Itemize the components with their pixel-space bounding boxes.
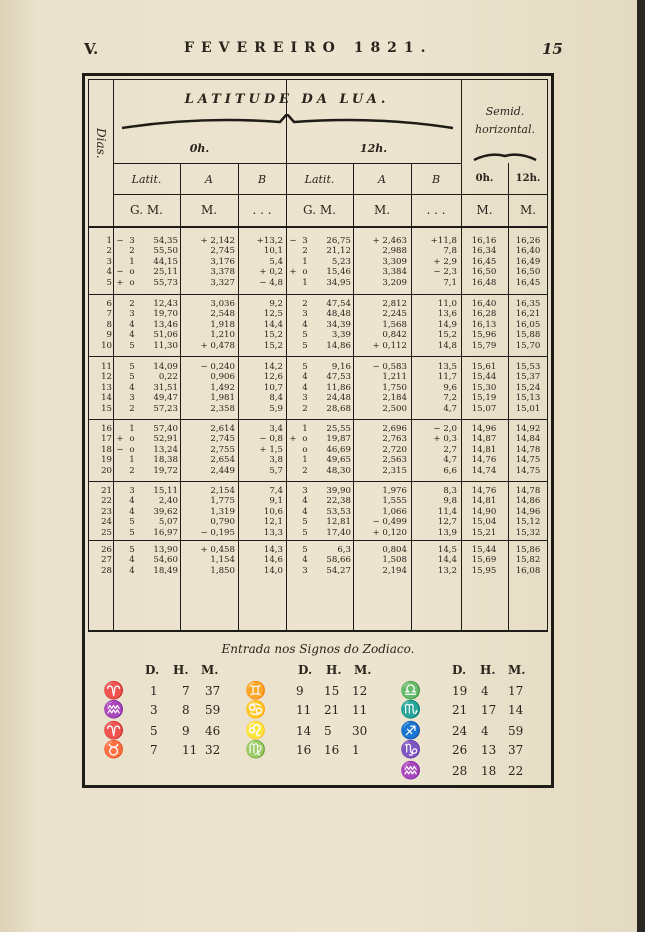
cell-a0: + 2,142 2,745 3,176 3,378 3,327 — [200, 236, 235, 288]
latitude-title: LATITUDE DA LUA. — [184, 92, 390, 107]
header-volume: V. — [84, 40, 99, 58]
cell-m1: 14,09 0,22 31,51 49,47 57,23 — [153, 362, 178, 414]
zodiac-value-d: 26 — [452, 743, 468, 757]
cell-m1: 13,90 54,60 18,49 — [153, 545, 178, 576]
col-sd-12: 12h. — [515, 173, 541, 184]
cell-sd0: 14,76 14,81 14,90 15,04 15,21 — [471, 486, 497, 538]
cell-sd0: 15,61 15,44 15,30 15,19 15,07 — [471, 362, 497, 414]
cell-g2: 3 4 4 5 5 — [302, 486, 308, 538]
cell-a0: + 0,458 1,154 1,850 — [200, 545, 235, 576]
rule-h — [88, 226, 548, 228]
col-latit-0: Latit. — [131, 173, 162, 186]
zodiac-sign-icon: ♈ — [103, 721, 125, 741]
cell-a12: 1,976 1,555 1,066 − 0,499 + 0,120 — [372, 486, 407, 538]
cell-m1: 57,40 52,91 13,24 18,38 19,72 — [153, 424, 178, 476]
zodiac-sign-icon: ♒ — [400, 761, 422, 781]
cell-sd12: 15,86 15,82 16,08 — [515, 545, 541, 576]
cell-g1: 5 5 4 3 2 — [129, 362, 135, 414]
cell-m1: 12,43 19,70 13,46 51,06 11,30 — [153, 299, 178, 351]
zodiac-sign-icon: ♎ — [400, 681, 422, 701]
cell-sd0: 16,40 16,28 16,13 15,96 15,79 — [471, 299, 497, 351]
zodiac-sign-icon: ♋ — [245, 700, 267, 720]
cell-sd0: 14,96 14,87 14,81 14,76 14,74 — [471, 424, 497, 476]
cell-days: 16 17 18 19 20 — [101, 424, 112, 476]
col-latit-12: Latit. — [304, 173, 335, 186]
brace-ornament — [120, 114, 455, 134]
rule-v — [411, 163, 412, 632]
cell-g1: 5 4 4 — [129, 545, 135, 576]
cell-m2: 39,90 22,38 53,53 12,81 17,40 — [326, 486, 351, 538]
cell-b12: 14,5 14,4 13,2 — [437, 545, 457, 576]
cell-s2: − + — [289, 236, 297, 278]
cell-b12: 11,0 13,6 14,9 15,2 14,8 — [437, 299, 457, 351]
zodiac-value-h: 21 — [324, 703, 340, 717]
cell-s1: − − + — [116, 236, 124, 288]
rule-v — [508, 163, 509, 632]
cell-a0: − 0,240 0,906 1,492 1,981 2,358 — [200, 362, 235, 414]
cell-b0: 7,4 9,1 10,6 12,1 13,3 — [263, 486, 283, 538]
cell-sd0: 15,44 15,69 15,95 — [471, 545, 497, 576]
zodiac-head-h: H. — [326, 663, 342, 677]
zodiac-value-d: 9 — [296, 684, 304, 698]
zodiac-value-d: 7 — [150, 743, 158, 757]
zodiac-value-m: 32 — [205, 743, 221, 757]
semid-label: Semid. horizontal. — [475, 105, 535, 136]
col-a-0: A — [205, 173, 213, 186]
zodiac-value-d: 16 — [296, 743, 312, 757]
cell-a12: 0,804 1,508 2,194 — [382, 545, 407, 576]
cell-days: 26 27 28 — [101, 545, 112, 576]
zodiac-value-h: 11 — [182, 743, 198, 757]
cell-a12: + 2,463 2,988 3,309 3,384 3,209 — [372, 236, 407, 288]
cell-days: 6 7 8 9 10 — [101, 299, 112, 351]
unit-dots-b0: . . . — [252, 203, 272, 217]
zodiac-sign-icon: ♏ — [400, 700, 422, 720]
rule-h — [88, 356, 548, 357]
cell-m2: 9,16 47,53 11,86 24,48 28,68 — [326, 362, 351, 414]
col-b-0: B — [257, 173, 267, 186]
cell-a0: 2,154 1,775 1,319 0,790 − 0,195 — [200, 486, 235, 538]
zodiac-value-d: 5 — [150, 724, 158, 738]
zodiac-value-m: 22 — [508, 764, 524, 778]
cell-g1: 3 2 1 o o — [129, 236, 135, 288]
zodiac-value-h: 4 — [481, 684, 489, 698]
zodiac-value-m: 46 — [205, 724, 221, 738]
rule-h — [88, 419, 548, 420]
cell-sd12: 14,92 14,84 14,78 14,75 14,75 — [515, 424, 541, 476]
cell-days: 21 22 23 24 25 — [101, 486, 112, 538]
zodiac-sign-icon: ♌ — [245, 721, 267, 741]
cell-g1: 1 o o 1 2 — [129, 424, 135, 476]
col-sd-0: 0h. — [475, 173, 494, 184]
zodiac-value-m: 11 — [352, 703, 368, 717]
zodiac-head-d: D. — [452, 663, 467, 677]
cell-m2: 25,55 19,87 46,69 49,65 48,30 — [326, 424, 351, 476]
zodiac-value-h: 9 — [182, 724, 190, 738]
col-b-12: B — [431, 173, 441, 186]
cell-m2: 26,75 21,12 5,23 15,46 34,95 — [326, 236, 351, 288]
zodiac-value-m: 17 — [508, 684, 524, 698]
zodiac-sign-icon: ♒ — [103, 700, 125, 720]
zodiac-value-h: 4 — [481, 724, 489, 738]
zodiac-sign-icon: ♍ — [245, 740, 267, 760]
cell-m2: 6,3 58,66 54,27 — [326, 545, 351, 576]
cell-b0: 9,2 12,5 14,4 15,2 15,2 — [263, 299, 283, 351]
zodiac-value-d: 3 — [150, 703, 158, 717]
cell-m2: 47,54 48,48 34,39 3,39 14,86 — [326, 299, 351, 351]
page-number: 15 — [542, 40, 563, 58]
zodiac-value-h: 5 — [324, 724, 332, 738]
cell-b0: 14,2 12,6 10,7 8,4 5,9 — [263, 362, 283, 414]
rule-h — [113, 194, 548, 195]
unit-m-a0: M. — [200, 203, 218, 217]
zodiac-value-m: 37 — [508, 743, 524, 757]
zodiac-value-m: 59 — [508, 724, 524, 738]
zodiac-value-d: 11 — [296, 703, 312, 717]
cell-s1: + − — [116, 434, 124, 455]
cell-a12: 2,812 2,245 1,568 0,842 + 0,112 — [372, 299, 407, 351]
cell-b12: 8,3 9,8 11,4 12,7 13,9 — [437, 486, 457, 538]
cell-s2: + — [289, 434, 297, 445]
cell-a0: 3,036 2,548 1,918 1,210 + 0,478 — [200, 299, 235, 351]
zodiac-value-d: 24 — [452, 724, 468, 738]
zodiac-head-h: H. — [173, 663, 189, 677]
rule-v — [238, 163, 239, 632]
cell-g2: 5 4 3 — [302, 545, 308, 576]
unit-gm-12: G. M. — [303, 203, 336, 217]
zodiac-head-d: D. — [145, 663, 160, 677]
rule-h — [88, 630, 548, 632]
cell-b0: 14,3 14,6 14,0 — [263, 545, 283, 576]
unit-m-sd12: M. — [519, 203, 537, 217]
cell-g2: 2 3 4 5 5 — [302, 299, 308, 351]
zodiac-sign-icon: ♐ — [400, 721, 422, 741]
zodiac-value-m: 1 — [352, 743, 360, 757]
zodiac-head-m: M. — [508, 663, 526, 677]
zodiac-value-h: 17 — [481, 703, 497, 717]
col-a-12: A — [378, 173, 386, 186]
zodiac-value-h: 8 — [182, 703, 190, 717]
rule-v — [180, 163, 181, 632]
cell-m1: 54,35 55,50 44,15 25,11 55,73 — [153, 236, 178, 288]
header-title: FEVEREIRO 1821. — [184, 40, 433, 56]
cell-b12: − 2,0 + 0,3 2,7 4,7 6,6 — [433, 424, 457, 476]
zodiac-value-h: 13 — [481, 743, 497, 757]
zodiac-value-h: 16 — [324, 743, 340, 757]
rule-h — [113, 163, 461, 164]
cell-b12: +11,8 7,8 + 2,9 − 2,3 7,1 — [430, 236, 457, 288]
cell-a12: 2,696 2,763 2,720 2,563 2,315 — [382, 424, 407, 476]
cell-a0: 2,614 2,745 2,755 2,654 2,449 — [210, 424, 235, 476]
zodiac-sign-icon: ♊ — [245, 681, 267, 701]
zodiac-value-h: 7 — [182, 684, 190, 698]
zodiac-value-m: 12 — [352, 684, 368, 698]
zodiac-sign-icon: ♈ — [103, 681, 125, 701]
cell-sd12: 15,53 15,37 15,24 15,13 15,01 — [515, 362, 541, 414]
rule-v — [353, 163, 354, 632]
zodiac-value-m: 14 — [508, 703, 524, 717]
unit-dots-b12: . . . — [426, 203, 446, 217]
unit-m-a12: M. — [373, 203, 391, 217]
cell-days: 1 2 3 4 5 — [106, 236, 112, 288]
cell-days: 11 12 13 14 15 — [101, 362, 112, 414]
page-gutter — [637, 0, 645, 932]
zodiac-head-m: M. — [201, 663, 219, 677]
cell-b0: +13,2 10,1 5,4 + 0,2 − 4,8 — [256, 236, 283, 288]
cell-g1: 3 4 4 5 5 — [129, 486, 135, 538]
col-dias-label: Dias. — [94, 128, 108, 159]
hour-12-label: 12h. — [359, 142, 388, 155]
zodiac-value-m: 59 — [205, 703, 221, 717]
hour-0-label: 0h. — [189, 142, 210, 155]
cell-g1: 2 3 4 4 5 — [129, 299, 135, 351]
zodiac-head-h: H. — [480, 663, 496, 677]
unit-gm-0: G. M. — [130, 203, 163, 217]
zodiac-sign-icon: ♑ — [400, 740, 422, 760]
cell-sd12: 16,35 16,21 16,05 15,88 15,70 — [515, 299, 541, 351]
zodiac-value-d: 19 — [452, 684, 468, 698]
zodiac-head-d: D. — [298, 663, 313, 677]
zodiac-value-d: 14 — [296, 724, 312, 738]
zodiac-value-h: 15 — [324, 684, 340, 698]
zodiac-value-d: 1 — [150, 684, 158, 698]
cell-g2: 3 2 1 o 1 — [302, 236, 308, 288]
cell-a12: − 0,583 1,211 1,750 2,184 2,500 — [372, 362, 407, 414]
cell-sd12: 14,78 14,86 14,96 15,12 15,32 — [515, 486, 541, 538]
zodiac-sign-icon: ♉ — [103, 740, 125, 760]
rule-h — [88, 294, 548, 295]
cell-sd12: 16,26 16,40 16,49 16,50 16,45 — [515, 236, 541, 288]
cell-g2: 1 o o 1 2 — [302, 424, 308, 476]
zodiac-head-m: M. — [354, 663, 372, 677]
cell-b0: 3,4 − 0,8 + 1,5 3,8 5,7 — [259, 424, 283, 476]
zodiac-value-h: 18 — [481, 764, 497, 778]
zodiac-value-m: 30 — [352, 724, 368, 738]
cell-m1: 15,11 2,40 39,62 5,07 16,97 — [153, 486, 178, 538]
cell-g2: 5 4 4 3 2 — [302, 362, 308, 414]
semid-ornament — [472, 150, 538, 162]
zodiac-title: Entrada nos Signos do Zodiaco. — [221, 642, 415, 656]
unit-m-sd0: M. — [476, 203, 493, 217]
rule-h — [88, 540, 548, 541]
cell-b12: 13,5 11,7 9,6 7,2 4,7 — [437, 362, 457, 414]
rule-h — [88, 481, 548, 482]
cell-sd0: 16,16 16,34 16,45 16,50 16,48 — [471, 236, 497, 288]
zodiac-value-d: 21 — [452, 703, 468, 717]
zodiac-value-d: 28 — [452, 764, 468, 778]
zodiac-value-m: 37 — [205, 684, 221, 698]
